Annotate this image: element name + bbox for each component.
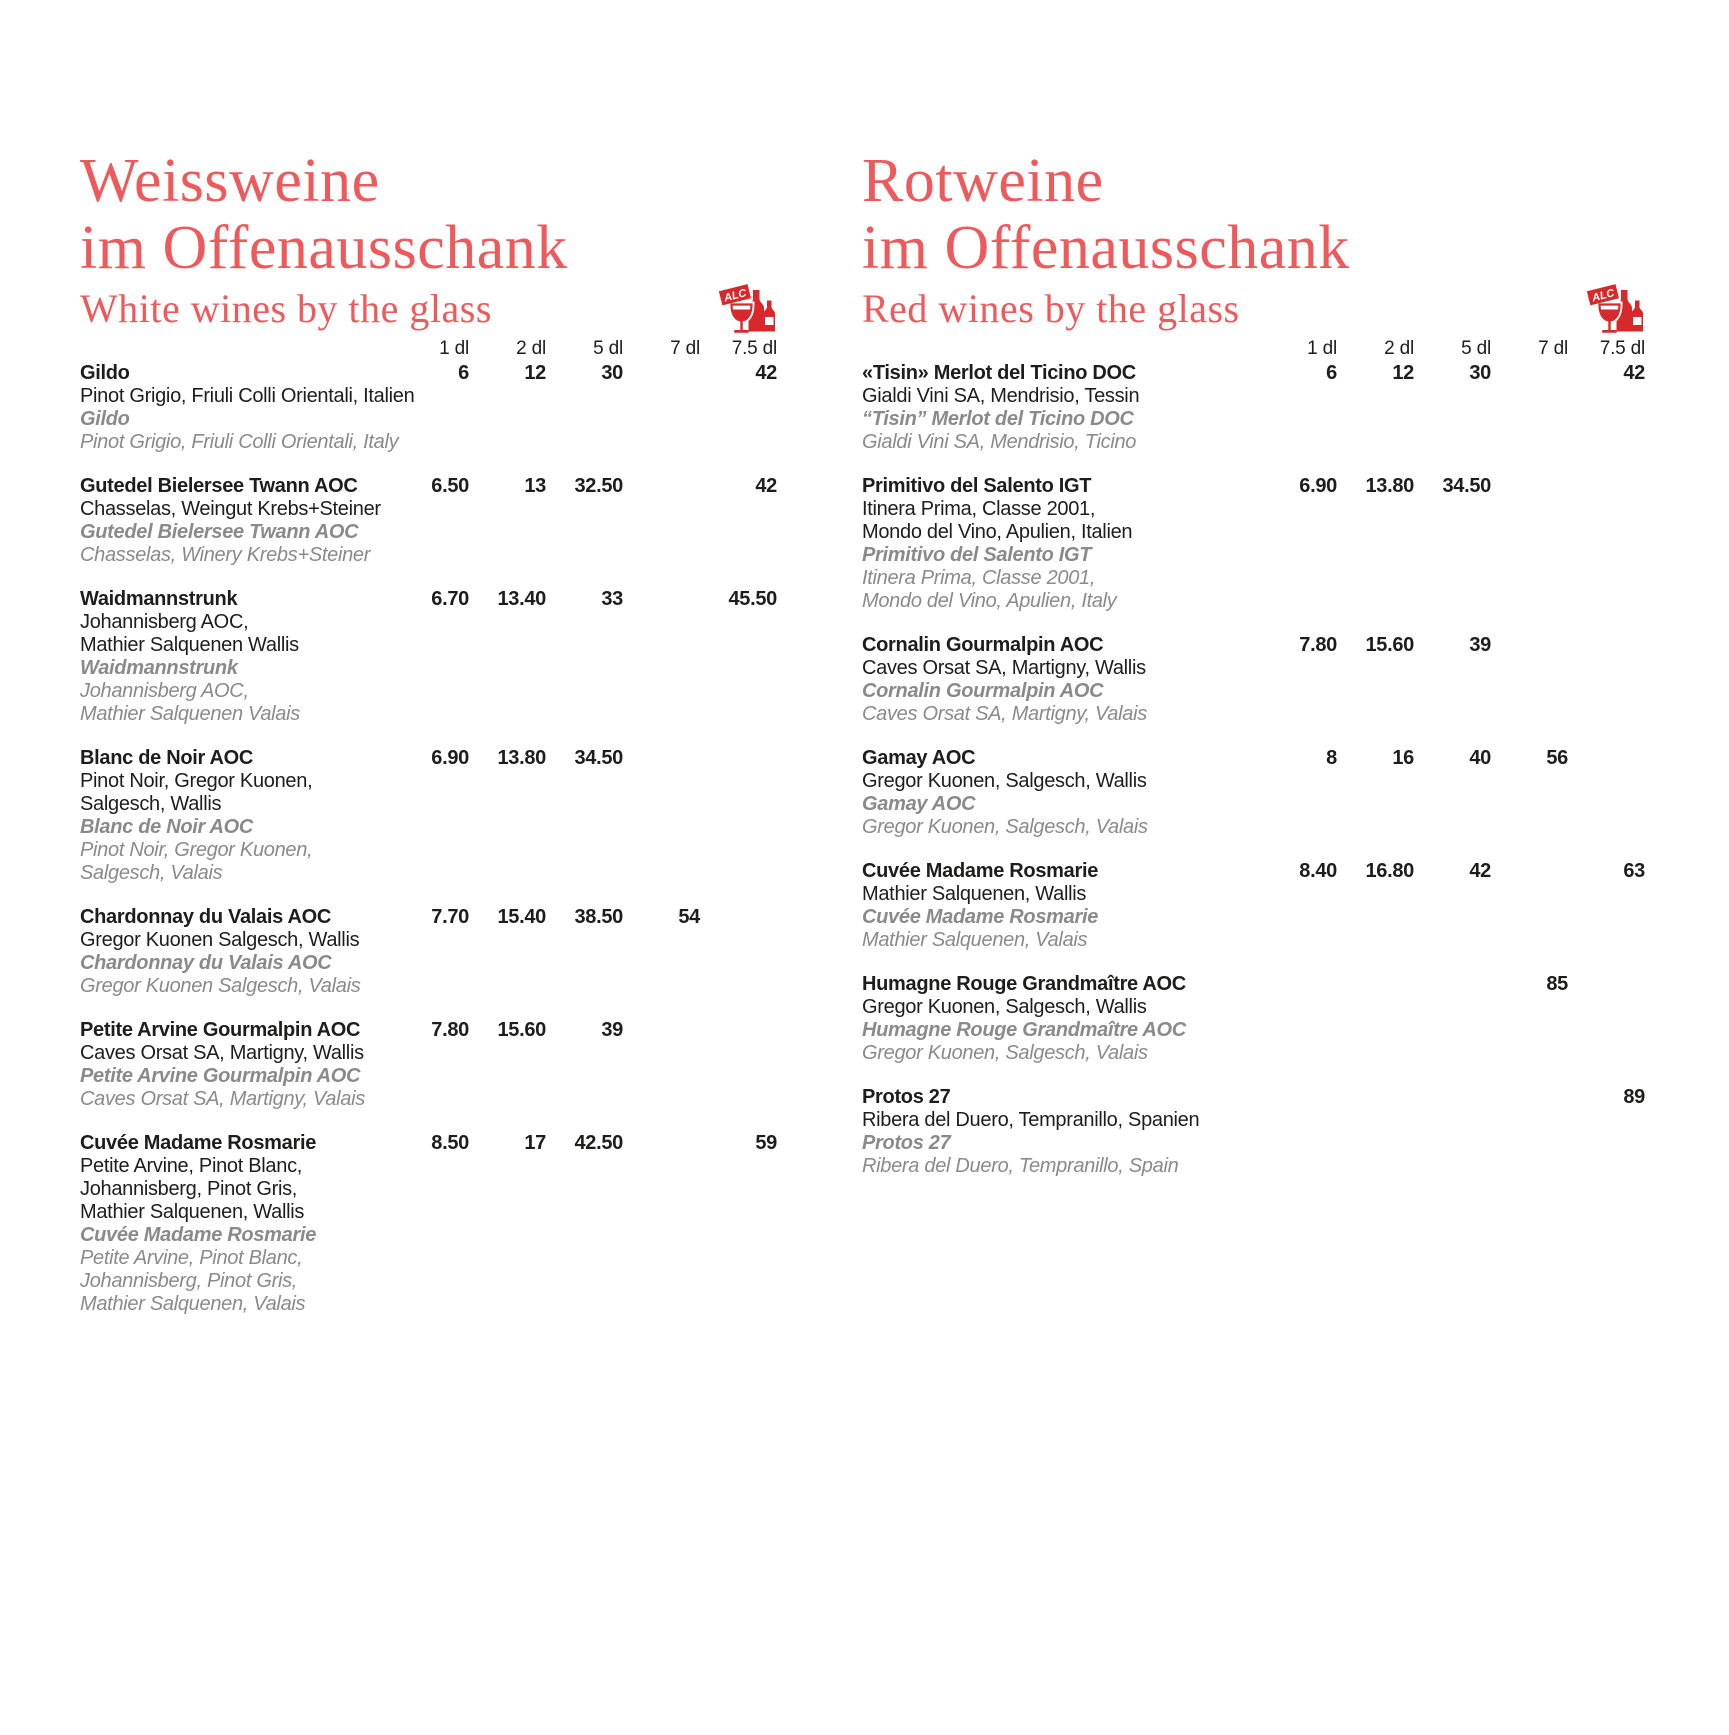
wine-price-row [80, 362, 777, 385]
glass-stem [1608, 321, 1610, 331]
price-value: 85 [1546, 973, 1568, 995]
size-header-row [80, 338, 777, 360]
wine-price-row [862, 475, 1645, 498]
wine-detail-translated-line: Johannisberg, Pinot Gris, [80, 1270, 298, 1292]
small-bottle-icon [1632, 301, 1644, 332]
wine-item [862, 634, 1645, 726]
price-value: 12 [524, 362, 546, 384]
wine-name-translated: Gildo [80, 408, 130, 430]
price-value: 42.50 [574, 1132, 623, 1154]
wine-name-translated: Gamay AOC [862, 793, 976, 815]
price-value: 34.50 [574, 747, 623, 769]
wine-name: Petite Arvine Gourmalpin AOC [80, 1019, 361, 1041]
wine-detail-line: Salgesch, Wallis [80, 793, 222, 815]
wine-name: Waidmannstrunk [80, 588, 238, 610]
alcohol-warning-icon [719, 278, 779, 344]
price-value: 13.80 [1365, 475, 1414, 497]
price-value: 8.50 [431, 1132, 469, 1154]
price-value: 16.80 [1365, 860, 1414, 882]
section-title-line1: Rotweine [862, 147, 1104, 215]
section-title-line2: im Offenausschank [80, 214, 568, 282]
wine-detail-translated-line: Salgesch, Valais [80, 862, 223, 884]
price-value: 56 [1546, 747, 1568, 769]
wine-details [80, 385, 777, 408]
wine-details-translated [80, 431, 777, 454]
wine-name: Humagne Rouge Grandmaître AOC [862, 973, 1186, 995]
size-header-label: 7 dl [1538, 338, 1568, 359]
price-value: 39 [1469, 634, 1491, 656]
section-subtitle: Red wines by the glass [862, 286, 1240, 331]
wine-item [80, 906, 777, 998]
wine-item [80, 1132, 777, 1316]
wine-detail-line: Mondo del Vino, Apulien, Italien [862, 521, 1133, 543]
wine-detail-translated-line: Mathier Salquenen Valais [80, 703, 300, 725]
wine-detail-line: Mathier Salquenen Wallis [80, 634, 299, 656]
wine-detail-translated-line: Gregor Kuonen, Salgesch, Valais [862, 816, 1148, 838]
wine-detail-translated-line: Pinot Noir, Gregor Kuonen, [80, 839, 313, 861]
wine-details-translated [80, 839, 777, 885]
wine-details-translated [80, 680, 777, 726]
size-header-label: 7 dl [670, 338, 700, 359]
price-value: 8 [1326, 747, 1337, 769]
price-value: 38.50 [574, 906, 623, 928]
wine-detail-line: Gregor Kuonen Salgesch, Wallis [80, 929, 360, 951]
size-header-row [862, 338, 1645, 360]
wine-price-row [862, 1086, 1645, 1109]
wine-detail-translated-line: Caves Orsat SA, Martigny, Valais [862, 703, 1147, 725]
wine-details-translated [862, 929, 1645, 952]
section-title [80, 148, 777, 282]
wine-section [862, 148, 1645, 1688]
wine-item [862, 475, 1645, 613]
price-value: 7.70 [431, 906, 469, 928]
wine-details [862, 996, 1645, 1019]
wine-details-translated [80, 1247, 777, 1316]
wine-name: Cuvée Madame Rosmarie [80, 1132, 317, 1154]
wine-price-row [80, 906, 777, 929]
size-header-label: 5 dl [593, 338, 623, 359]
wine-name: Primitivo del Salento IGT [862, 475, 1092, 497]
price-value: 63 [1623, 860, 1645, 882]
wine-details [862, 883, 1645, 906]
wine-name-translated: Cuvée Madame Rosmarie [80, 1224, 317, 1246]
price-value: 30 [1469, 362, 1491, 384]
price-value: 6 [458, 362, 469, 384]
wine-list [80, 362, 777, 1337]
wine-details-translated [862, 703, 1645, 726]
section-subtitle: White wines by the glass [80, 286, 492, 331]
price-value: 59 [755, 1132, 777, 1154]
wine-price-row [80, 747, 777, 770]
wine-detail-translated-line: Mathier Salquenen, Valais [80, 1293, 306, 1315]
wine-name-translated: Protos 27 [862, 1132, 951, 1154]
wine-detail-translated-line: Johannisberg AOC, [80, 680, 249, 702]
wine-details-translated [862, 567, 1645, 613]
price-value: 34.50 [1442, 475, 1491, 497]
price-value: 42 [1469, 860, 1491, 882]
size-header-label: 2 dl [1384, 338, 1414, 359]
glass-stem [740, 321, 742, 331]
wine-list [862, 362, 1645, 1199]
wine-name: «Tisin» Merlot del Ticino DOC [862, 362, 1136, 384]
price-value: 13 [524, 475, 546, 497]
wine-detail-translated-line: Mondo del Vino, Apulien, Italy [862, 590, 1117, 612]
wine-detail-translated-line: Gregor Kuonen Salgesch, Valais [80, 975, 361, 997]
size-header-label: 7.5 dl [731, 338, 777, 359]
wine-name-translated: Gutedel Bielersee Twann AOC [80, 521, 359, 543]
wine-name-translated: Petite Arvine Gourmalpin AOC [80, 1065, 361, 1087]
wine-details [862, 498, 1645, 544]
price-value: 40 [1469, 747, 1491, 769]
alc-badge-label: ALC [1590, 287, 1616, 305]
wine-item [80, 475, 777, 567]
wine-detail-line: Johannisberg AOC, [80, 611, 249, 633]
price-value: 45.50 [728, 588, 777, 610]
wine-name-translated: “Tisin” Merlot del Ticino DOC [862, 408, 1134, 430]
wine-price-row [80, 588, 777, 611]
wine-name: Gamay AOC [862, 747, 976, 769]
price-value: 7.80 [1299, 634, 1337, 656]
wine-price-row [80, 1019, 777, 1042]
wine-details [862, 385, 1645, 408]
section-title-line2: im Offenausschank [862, 214, 1350, 282]
wine-detail-translated-line: Ribera del Duero, Tempranillo, Spain [862, 1155, 1179, 1177]
glass-base [1602, 330, 1617, 333]
small-bottle-icon [764, 301, 776, 332]
price-value: 15.40 [497, 906, 546, 928]
wine-name-translated: Cuvée Madame Rosmarie [862, 906, 1099, 928]
wine-detail-translated-line: Gialdi Vini SA, Mendrisio, Ticino [862, 431, 1137, 453]
wine-detail-translated-line: Mathier Salquenen, Valais [862, 929, 1088, 951]
wine-details-translated [862, 816, 1645, 839]
wine-details [862, 657, 1645, 680]
price-value: 30 [601, 362, 623, 384]
price-value: 42 [755, 475, 777, 497]
price-value: 16 [1392, 747, 1414, 769]
wine-item [862, 860, 1645, 952]
wine-item [862, 747, 1645, 839]
wine-price-row [80, 1132, 777, 1155]
glass-base [734, 330, 749, 333]
wine-details-translated [862, 1155, 1645, 1178]
price-value: 39 [601, 1019, 623, 1041]
wine-details-translated [862, 1042, 1645, 1065]
wine-price-row [862, 634, 1645, 657]
wine-item [80, 362, 777, 454]
price-value: 32.50 [574, 475, 623, 497]
wine-details [80, 1042, 777, 1065]
size-header-label: 5 dl [1461, 338, 1491, 359]
price-value: 89 [1623, 1086, 1645, 1108]
wine-details-translated [80, 1088, 777, 1111]
price-value: 17 [524, 1132, 546, 1154]
wine-detail-line: Gialdi Vini SA, Mendrisio, Tessin [862, 385, 1140, 407]
wine-detail-line: Caves Orsat SA, Martigny, Wallis [862, 657, 1146, 679]
wine-details-translated [862, 431, 1645, 454]
size-header-label: 1 dl [1307, 338, 1337, 359]
price-value: 13.80 [497, 747, 546, 769]
wine-detail-line: Gregor Kuonen, Salgesch, Wallis [862, 770, 1147, 792]
wine-detail-line: Johannisberg, Pinot Gris, [80, 1178, 298, 1200]
wine-section [80, 148, 777, 1688]
wine-details [80, 1155, 777, 1224]
wine-detail-translated-line: Petite Arvine, Pinot Blanc, [80, 1247, 303, 1269]
wine-detail-line: Caves Orsat SA, Martigny, Wallis [80, 1042, 364, 1064]
wine-detail-line: Petite Arvine, Pinot Blanc, [80, 1155, 303, 1177]
wine-item [862, 973, 1645, 1065]
wine-details [80, 929, 777, 952]
price-value: 6.50 [431, 475, 469, 497]
price-value: 15.60 [1365, 634, 1414, 656]
wine-detail-line: Gregor Kuonen, Salgesch, Wallis [862, 996, 1147, 1018]
bottle-label [1633, 317, 1642, 325]
price-value: 7.80 [431, 1019, 469, 1041]
wine-detail-translated-line: Chasselas, Winery Krebs+Steiner [80, 544, 371, 566]
alcohol-warning-icon [1587, 278, 1647, 344]
wine-detail-line: Mathier Salquenen, Wallis [862, 883, 1087, 905]
price-value: 6.70 [431, 588, 469, 610]
wine-details [862, 1109, 1645, 1132]
wine-price-row [862, 747, 1645, 770]
wine-detail-line: Pinot Grigio, Friuli Colli Orientali, Italien [80, 385, 415, 407]
wine-price-row [862, 973, 1645, 996]
wine-name-translated: Humagne Rouge Grandmaître AOC [862, 1019, 1186, 1041]
wine-name: Protos 27 [862, 1086, 951, 1108]
wine-item [80, 588, 777, 726]
price-value: 13.40 [497, 588, 546, 610]
wine-name-translated: Waidmannstrunk [80, 657, 238, 679]
wine-name: Cornalin Gourmalpin AOC [862, 634, 1104, 656]
section-title [862, 148, 1645, 282]
price-value: 15.60 [497, 1019, 546, 1041]
wine-item [862, 362, 1645, 454]
wine-price-row [80, 475, 777, 498]
section-title-line1: Weissweine [80, 147, 380, 215]
wine-name-translated: Blanc de Noir AOC [80, 816, 254, 838]
alc-badge-label: ALC [722, 287, 748, 305]
wine-detail-translated-line: Caves Orsat SA, Martigny, Valais [80, 1088, 365, 1110]
wine-name-translated: Chardonnay du Valais AOC [80, 952, 332, 974]
wine-name: Cuvée Madame Rosmarie [862, 860, 1099, 882]
price-value: 8.40 [1299, 860, 1337, 882]
price-value: 6.90 [431, 747, 469, 769]
price-value: 54 [678, 906, 700, 928]
wine-detail-line: Itinera Prima, Classe 2001, [862, 498, 1096, 520]
wine-item [80, 747, 777, 885]
price-value: 42 [1623, 362, 1645, 384]
wine-details-translated [80, 544, 777, 567]
wine-details [80, 498, 777, 521]
price-value: 6.90 [1299, 475, 1337, 497]
wine-price-row [862, 362, 1645, 385]
wine-detail-line: Chasselas, Weingut Krebs+Steiner [80, 498, 381, 520]
size-header-label: 7.5 dl [1599, 338, 1645, 359]
wine-name: Gutedel Bielersee Twann AOC [80, 475, 358, 497]
wine-detail-translated-line: Pinot Grigio, Friuli Colli Orientali, Italy [80, 431, 399, 453]
wine-detail-line: Pinot Noir, Gregor Kuonen, [80, 770, 313, 792]
wine-detail-translated-line: Gregor Kuonen, Salgesch, Valais [862, 1042, 1148, 1064]
wine-item [80, 1019, 777, 1111]
wine-details [862, 770, 1645, 793]
wine-details [80, 770, 777, 816]
wine-details [80, 611, 777, 657]
wine-details-translated [80, 975, 777, 998]
wine-price-row [862, 860, 1645, 883]
wine-detail-line: Mathier Salquenen, Wallis [80, 1201, 305, 1223]
wine-detail-line: Ribera del Duero, Tempranillo, Spanien [862, 1109, 1200, 1131]
wine-detail-translated-line: Itinera Prima, Classe 2001, [862, 567, 1096, 589]
price-value: 12 [1392, 362, 1414, 384]
price-value: 33 [601, 588, 623, 610]
size-header-label: 2 dl [516, 338, 546, 359]
wine-name-translated: Primitivo del Salento IGT [862, 544, 1092, 566]
wine-name: Chardonnay du Valais AOC [80, 906, 332, 928]
wine-name: Gildo [80, 362, 130, 384]
wine-name: Blanc de Noir AOC [80, 747, 254, 769]
price-value: 42 [755, 362, 777, 384]
bottle-label [765, 317, 774, 325]
wine-item [862, 1086, 1645, 1178]
wine-name-translated: Cornalin Gourmalpin AOC [862, 680, 1104, 702]
price-value: 6 [1326, 362, 1337, 384]
size-header-label: 1 dl [439, 338, 469, 359]
